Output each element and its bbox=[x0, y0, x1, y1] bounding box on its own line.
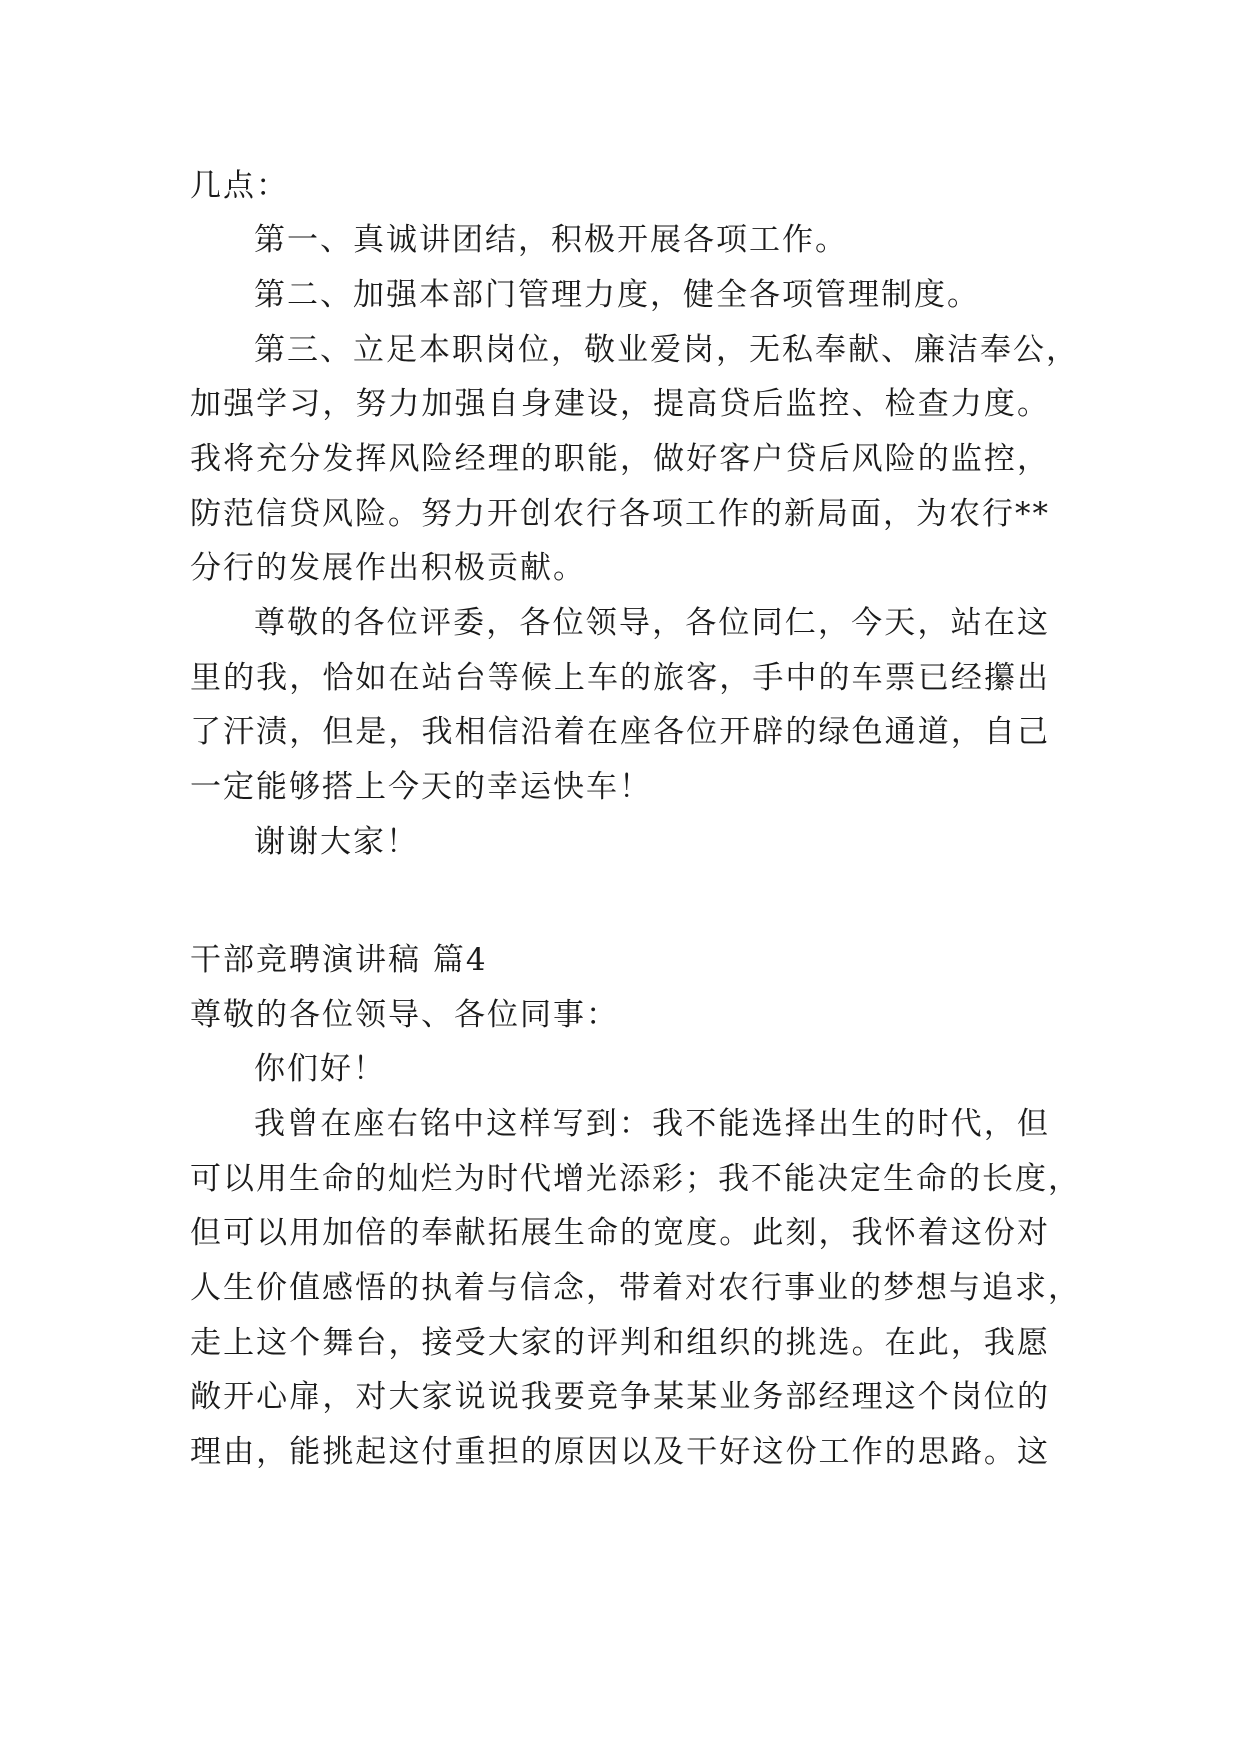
closing-thanks: 谢谢大家！ bbox=[254, 824, 419, 860]
paragraph-line: 走上这个舞台，接受大家的评判和组织的挑选。在此，我愿 bbox=[190, 1325, 1050, 1361]
paragraph-line: 理由，能挑起这付重担的原因以及干好这份工作的思路。这 bbox=[190, 1434, 1050, 1470]
section-heading: 干部竞聘演讲稿 篇4 bbox=[190, 942, 488, 978]
paragraph-line: 尊敬的各位评委，各位领导，各位同仁，今天，站在这 bbox=[254, 605, 1050, 641]
paragraph-line: 分行的发展作出积极贡献。 bbox=[190, 550, 586, 586]
paragraph-line: 里的我，恰如在站台等候上车的旅客，手中的车票已经攥出 bbox=[190, 660, 1050, 696]
paragraph-line: 我曾在座右铭中这样写到：我不能选择出生的时代，但 bbox=[254, 1106, 1050, 1142]
paragraph-line: 一定能够搭上今天的幸运快车！ bbox=[190, 769, 652, 805]
paragraph-line: 了汗渍，但是，我相信沿着在座各位开辟的绿色通道，自己 bbox=[190, 714, 1050, 750]
paragraph-line: 防范信贷风险。努力开创农行各项工作的新局面，为农行** bbox=[190, 496, 1050, 532]
paragraph-line: 人生价值感悟的执着与信念，带着对农行事业的梦想与追求， bbox=[190, 1270, 1081, 1306]
list-item-first: 第一、真诚讲团结，积极开展各项工作。 bbox=[254, 222, 848, 258]
list-item-second: 第二、加强本部门管理力度，健全各项管理制度。 bbox=[254, 277, 980, 313]
greeting: 你们好！ bbox=[254, 1051, 386, 1087]
list-item-third: 第三、立足本职岗位，敬业爱岗，无私奉献、廉洁奉公， bbox=[254, 332, 1079, 368]
paragraph-line: 敞开心扉，对大家说说我要竞争某某业务部经理这个岗位的 bbox=[190, 1379, 1050, 1415]
paragraph-line: 但可以用加倍的奉献拓展生命的宽度。此刻，我怀着这份对 bbox=[190, 1215, 1050, 1251]
paragraph-line: 加强学习，努力加强自身建设，提高贷后监控、检查力度。 bbox=[190, 386, 1050, 422]
paragraph-line: 几点： bbox=[190, 168, 289, 204]
paragraph-line: 可以用生命的灿烂为时代增光添彩；我不能决定生命的长度， bbox=[190, 1161, 1081, 1197]
paragraph-line: 我将充分发挥风险经理的职能，做好客户贷后风险的监控， bbox=[190, 441, 1050, 477]
salutation: 尊敬的各位领导、各位同事： bbox=[190, 997, 619, 1033]
